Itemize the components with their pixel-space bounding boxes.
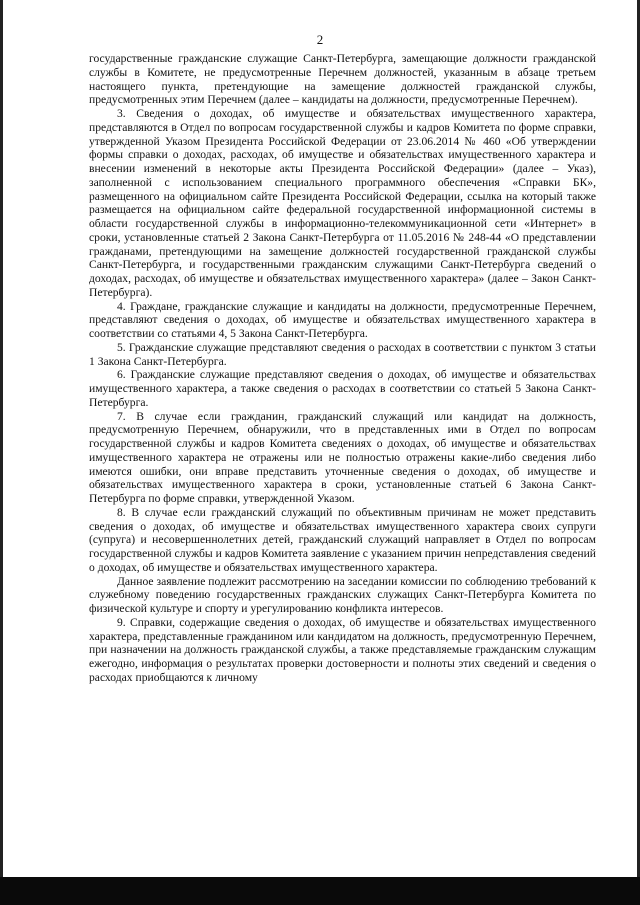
page-number: 2 xyxy=(316,32,324,47)
paragraph-item-8: 8. В случае если гражданский служащий по объективным причинам не может представить сведения о доходах, об имуществе и обязательствах имущественного характера своих супруги (супруга) и несовершеннолетних детей, гражданский служащий направляет в Отдел по вопросам государственной службы и кадров Комитета заявление с указанием причин непредставления сведений о доходах, об имуществе и обязательствах имущественного характера. xyxy=(89,505,596,574)
paragraph-item-3: 3. Сведения о доходах, об имуществе и обязательствах имущественного характера, представляются в Отдел по вопросам государственной службы и кадров Комитета по форме справки, утвержденной Указом Президента Российской Федерации от 23.06.2014 № 460 «Об утверждении формы справки о доходах, расходах, об имуществе и обязательствах имущественного характера и внесении изменений в некоторые акты Президента Российской Федерации» (далее – Указ), заполненной с использованием специального программного обеспечения «Справки БК», размещенного на официальном сайте Президента Российской Федерации, ссылка на который также размещается на официальном сайте федеральной государственной информационной системы в области государственной службы в информационно-телекоммуникационной сети «Интернет» в сроки, установленные статьей 2 Закона Санкт-Петербурга от 11.05.2016 № 248-44 «О представлении гражданами, претендующими на замещение должностей государственной гражданской службы Санкт-Петербурга, и государственными гражданским служащими Санкт-Петербурга сведений о доходах, расходах, об имуществе и обязательствах имущественного характера» (далее – Закон Санкт-Петербурга). xyxy=(89,107,596,299)
paragraph-item-5: 5. Гражданские служащие представляют сведения о расходах в соответствии с пунктом 3 статьи 1 Закона Санкт-Петербурга. xyxy=(89,340,596,368)
paragraph-item-6: 6. Гражданские служащие представляют сведения о доходах, об имуществе и обязательствах имущественного характера, а также сведения о расходах в соответствии со статьей 5 Закона Санкт-Петербурга. xyxy=(89,368,596,409)
paragraph-statement-review: Данное заявление подлежит рассмотрению на заседании комиссии по соблюдению требований к служебному поведению государственных гражданских служащих Санкт-Петербурга Комитета по физической культуре и спорту и урегулированию конфликта интересов. xyxy=(89,574,596,615)
scan-left-edge xyxy=(0,0,3,905)
paragraph-item-4: 4. Граждане, гражданские служащие и кандидаты на должности, предусмотренные Перечнем, представляют сведения о доходах, об имуществе и обязательствах имущественного характера в соответствии со статьями 4, 5 Закона Санкт-Петербурга. xyxy=(89,299,596,340)
paragraph-continuation: государственные гражданские служащие Санкт-Петербурга, замещающие должности гражданской службы в Комитете, не предусмотренные Перечнем должностей, указанным в абзаце третьем настоящего пункта, претендующие на замещение должностей гражданской службы, предусмотренных этим Перечнем (далее – кандидаты на должности, предусмотренные Перечнем). xyxy=(89,52,596,107)
scan-bottom-bar xyxy=(0,877,640,905)
paragraph-item-7: 7. В случае если гражданин, гражданский служащий или кандидат на должность, предусмотренную Перечнем, обнаружили, что в представленных ими в Отдел по вопросам государственной службы и кадров Комитета сведениях о доходах, об имуществе и обязательствах имущественного характера не отражены или не полностью отражены какие-либо сведения либо имеются ошибки, они вправе представить уточненные сведения о доходах, об имуществе и обязательствах имущественного характера в сроки, установленные статьей 6 Закона Санкт-Петербурга по форме справки, утвержденной Указом. xyxy=(89,409,596,505)
document-body xyxy=(89,52,596,685)
paragraph-item-9: 9. Справки, содержащие сведения о доходах, об имуществе и обязательствах имущественного характера, представленные гражданином или кандидатом на должность, предусмотренную Перечнем, при назначении на должность гражданской службы, а также представляемые гражданским служащим ежегодно, информация о результатах проверки достоверности и полноты этих сведений и сведения о расходах приобщаются к личному xyxy=(89,615,596,684)
